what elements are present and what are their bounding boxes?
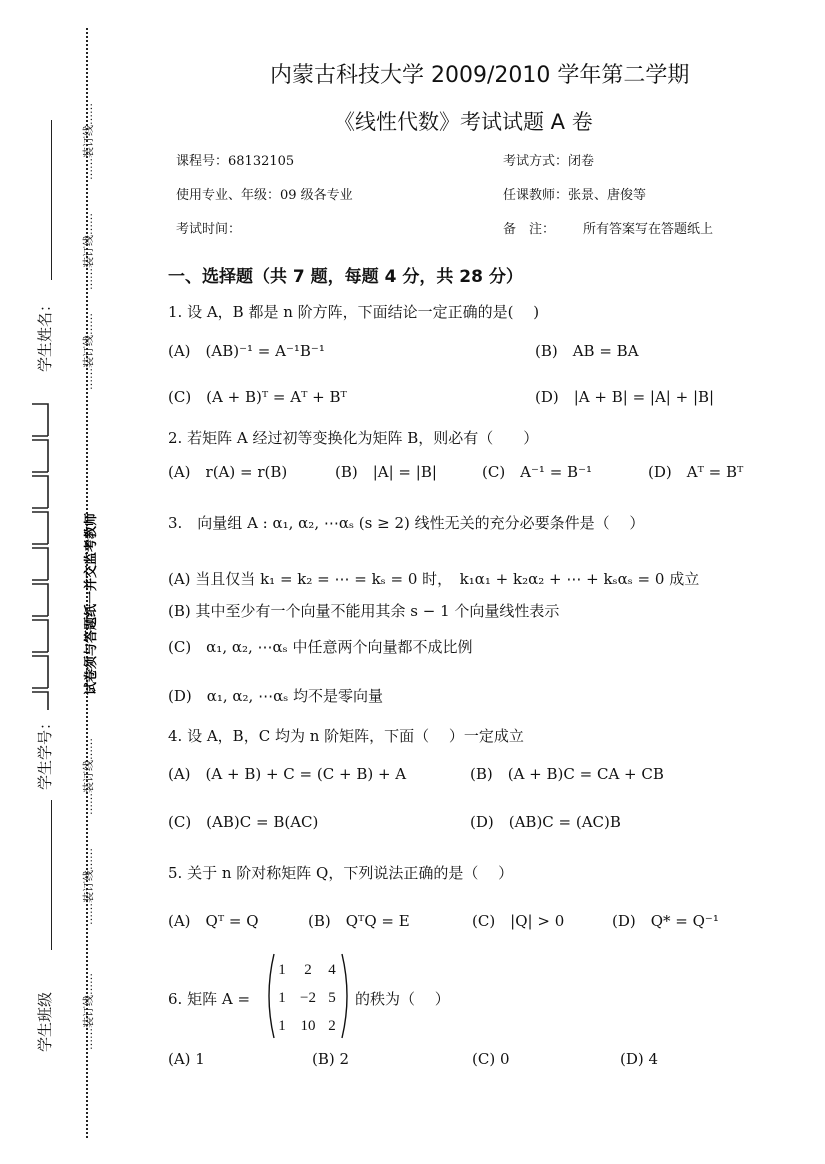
matrix-cell-2-2: 2 bbox=[328, 1018, 336, 1034]
note-value: 所有答案写在答题纸上 bbox=[583, 222, 714, 237]
matrix-cell-1-1: −2 bbox=[300, 990, 316, 1006]
matrix-cell-2-0: 1 bbox=[278, 1018, 286, 1034]
student-name-label: 学生姓名： bbox=[36, 296, 54, 372]
q1-option-c[interactable]: (C) (A + B)ᵀ = Aᵀ + Bᵀ bbox=[168, 388, 347, 406]
matrix-cell-0-1: 2 bbox=[304, 962, 312, 978]
matrix-cell-1-0: 1 bbox=[278, 990, 286, 1006]
section-heading: 一、选择题（共 7 题，每题 4 分，共 28 分） bbox=[168, 267, 523, 287]
q2-stem: 2. 若矩阵 A 经过初等变换化为矩阵 B，则必有（ ） bbox=[168, 429, 539, 447]
q6-option-a[interactable]: (A) 1 bbox=[168, 1050, 205, 1068]
q2-option-c[interactable]: (C) A⁻¹ = B⁻¹ bbox=[482, 463, 593, 481]
exam-title: 《线性代数》考试试题 A 卷 bbox=[334, 110, 593, 134]
binding-line-label-4: ……装订线…… bbox=[82, 738, 95, 815]
student-class-label: 学生班级 bbox=[36, 991, 54, 1052]
matrix-right-paren bbox=[342, 954, 347, 1038]
matrix-cell-2-1: 10 bbox=[300, 1018, 316, 1034]
q2-option-d[interactable]: (D) Aᵀ = Bᵀ bbox=[648, 463, 744, 481]
university-title: 内蒙古科技大学 2009/2010 学年第二学期 bbox=[270, 63, 690, 88]
q6-stem-prefix: 6. 矩阵 A = bbox=[168, 990, 251, 1008]
student-id-boxes[interactable] bbox=[28, 402, 52, 712]
matrix-cell-1-2: 5 bbox=[328, 990, 336, 1006]
q4-stem: 4. 设 A，B，C 均为 n 阶矩阵，下面（ ）一定成立 bbox=[168, 727, 524, 745]
matrix-cell-0-2: 4 bbox=[328, 962, 336, 978]
q2-option-b[interactable]: (B) |A| = |B| bbox=[335, 463, 437, 481]
binding-line-label-2: ……装订线…… bbox=[82, 213, 95, 290]
q4-option-c[interactable]: (C) (AB)C = B(AC) bbox=[168, 813, 319, 831]
q1-stem: 1. 设 A，B 都是 n 阶方阵，下面结论一定正确的是( ) bbox=[168, 303, 540, 321]
matrix-left-paren bbox=[269, 954, 274, 1038]
binding-line-label-1: ……装订线…… bbox=[82, 103, 95, 180]
q1-option-b[interactable]: (B) AB = BA bbox=[535, 342, 639, 360]
q3-option-d[interactable]: (D) α₁, α₂, ⋯αₛ 均不是零向量 bbox=[168, 687, 384, 705]
q5-option-b[interactable]: (B) QᵀQ = E bbox=[308, 912, 410, 930]
q4-option-d[interactable]: (D) (AB)C = (AC)B bbox=[470, 813, 621, 831]
exam-time: 考试时间： bbox=[176, 222, 242, 237]
q6-option-d[interactable]: (D) 4 bbox=[620, 1050, 659, 1068]
q6-stem-suffix: 的秩为（ ） bbox=[355, 990, 450, 1008]
matrix-cell-0-0: 1 bbox=[278, 962, 286, 978]
q4-option-a[interactable]: (A) (A + B) + C = (C + B) + A bbox=[168, 765, 407, 783]
q1-option-d[interactable]: (D) |A + B| = |A| + |B| bbox=[535, 388, 715, 406]
binding-line-label-5: ……装订线…… bbox=[82, 848, 95, 925]
q5-option-a[interactable]: (A) Qᵀ = Q bbox=[168, 912, 259, 930]
q3-option-c[interactable]: (C) α₁, α₂, ⋯αₛ 中任意两个向量都不成比例 bbox=[168, 638, 473, 656]
q3-option-a[interactable]: (A) 当且仅当 k₁ = k₂ = ⋯ = kₛ = 0 时， k₁α₁ + k₂α₂ + ⋯ + kₛαₛ = 0 成立 bbox=[168, 570, 700, 588]
note-label: 备 注： bbox=[503, 222, 556, 237]
student-id-label: 学生学号： bbox=[36, 714, 54, 790]
q6-option-b[interactable]: (B) 2 bbox=[312, 1050, 350, 1068]
q4-option-b[interactable]: (B) (A + B)C = CA + CB bbox=[470, 765, 664, 783]
student-name-line[interactable] bbox=[51, 120, 52, 280]
binding-notice: 试卷须与答题纸一并交监考教师 bbox=[84, 512, 99, 695]
binding-line-label-3: ……装订线…… bbox=[82, 313, 95, 390]
q5-option-d[interactable]: (D) Q* = Q⁻¹ bbox=[612, 912, 719, 930]
q5-option-c[interactable]: (C) |Q| > 0 bbox=[472, 912, 565, 930]
teacher: 任课教师：张景、唐俊等 bbox=[503, 188, 647, 203]
q5-stem: 5. 关于 n 阶对称矩阵 Q，下列说法正确的是（ ） bbox=[168, 864, 514, 882]
q6-matrix bbox=[262, 950, 354, 1042]
q3-option-b[interactable]: (B) 其中至少有一个向量不能用其余 s − 1 个向量线性表示 bbox=[168, 602, 560, 620]
binding-line-label-6: ……装订线…… bbox=[82, 973, 95, 1050]
q3-stem: 3. 向量组 A : α₁, α₂, ⋯αₛ (s ≥ 2) 线性无关的充分必要条件是（ ） bbox=[168, 514, 645, 532]
student-id-line[interactable] bbox=[51, 800, 52, 950]
major-grade: 使用专业、年级：09 级各专业 bbox=[176, 188, 353, 203]
exam-mode: 考试方式：闭卷 bbox=[503, 154, 595, 169]
q6-option-c[interactable]: (C) 0 bbox=[472, 1050, 510, 1068]
course-number: 课程号：68132105 bbox=[176, 154, 295, 169]
q1-option-a[interactable]: (A) (AB)⁻¹ = A⁻¹B⁻¹ bbox=[168, 342, 325, 360]
q2-option-a[interactable]: (A) r(A) = r(B) bbox=[168, 463, 288, 481]
